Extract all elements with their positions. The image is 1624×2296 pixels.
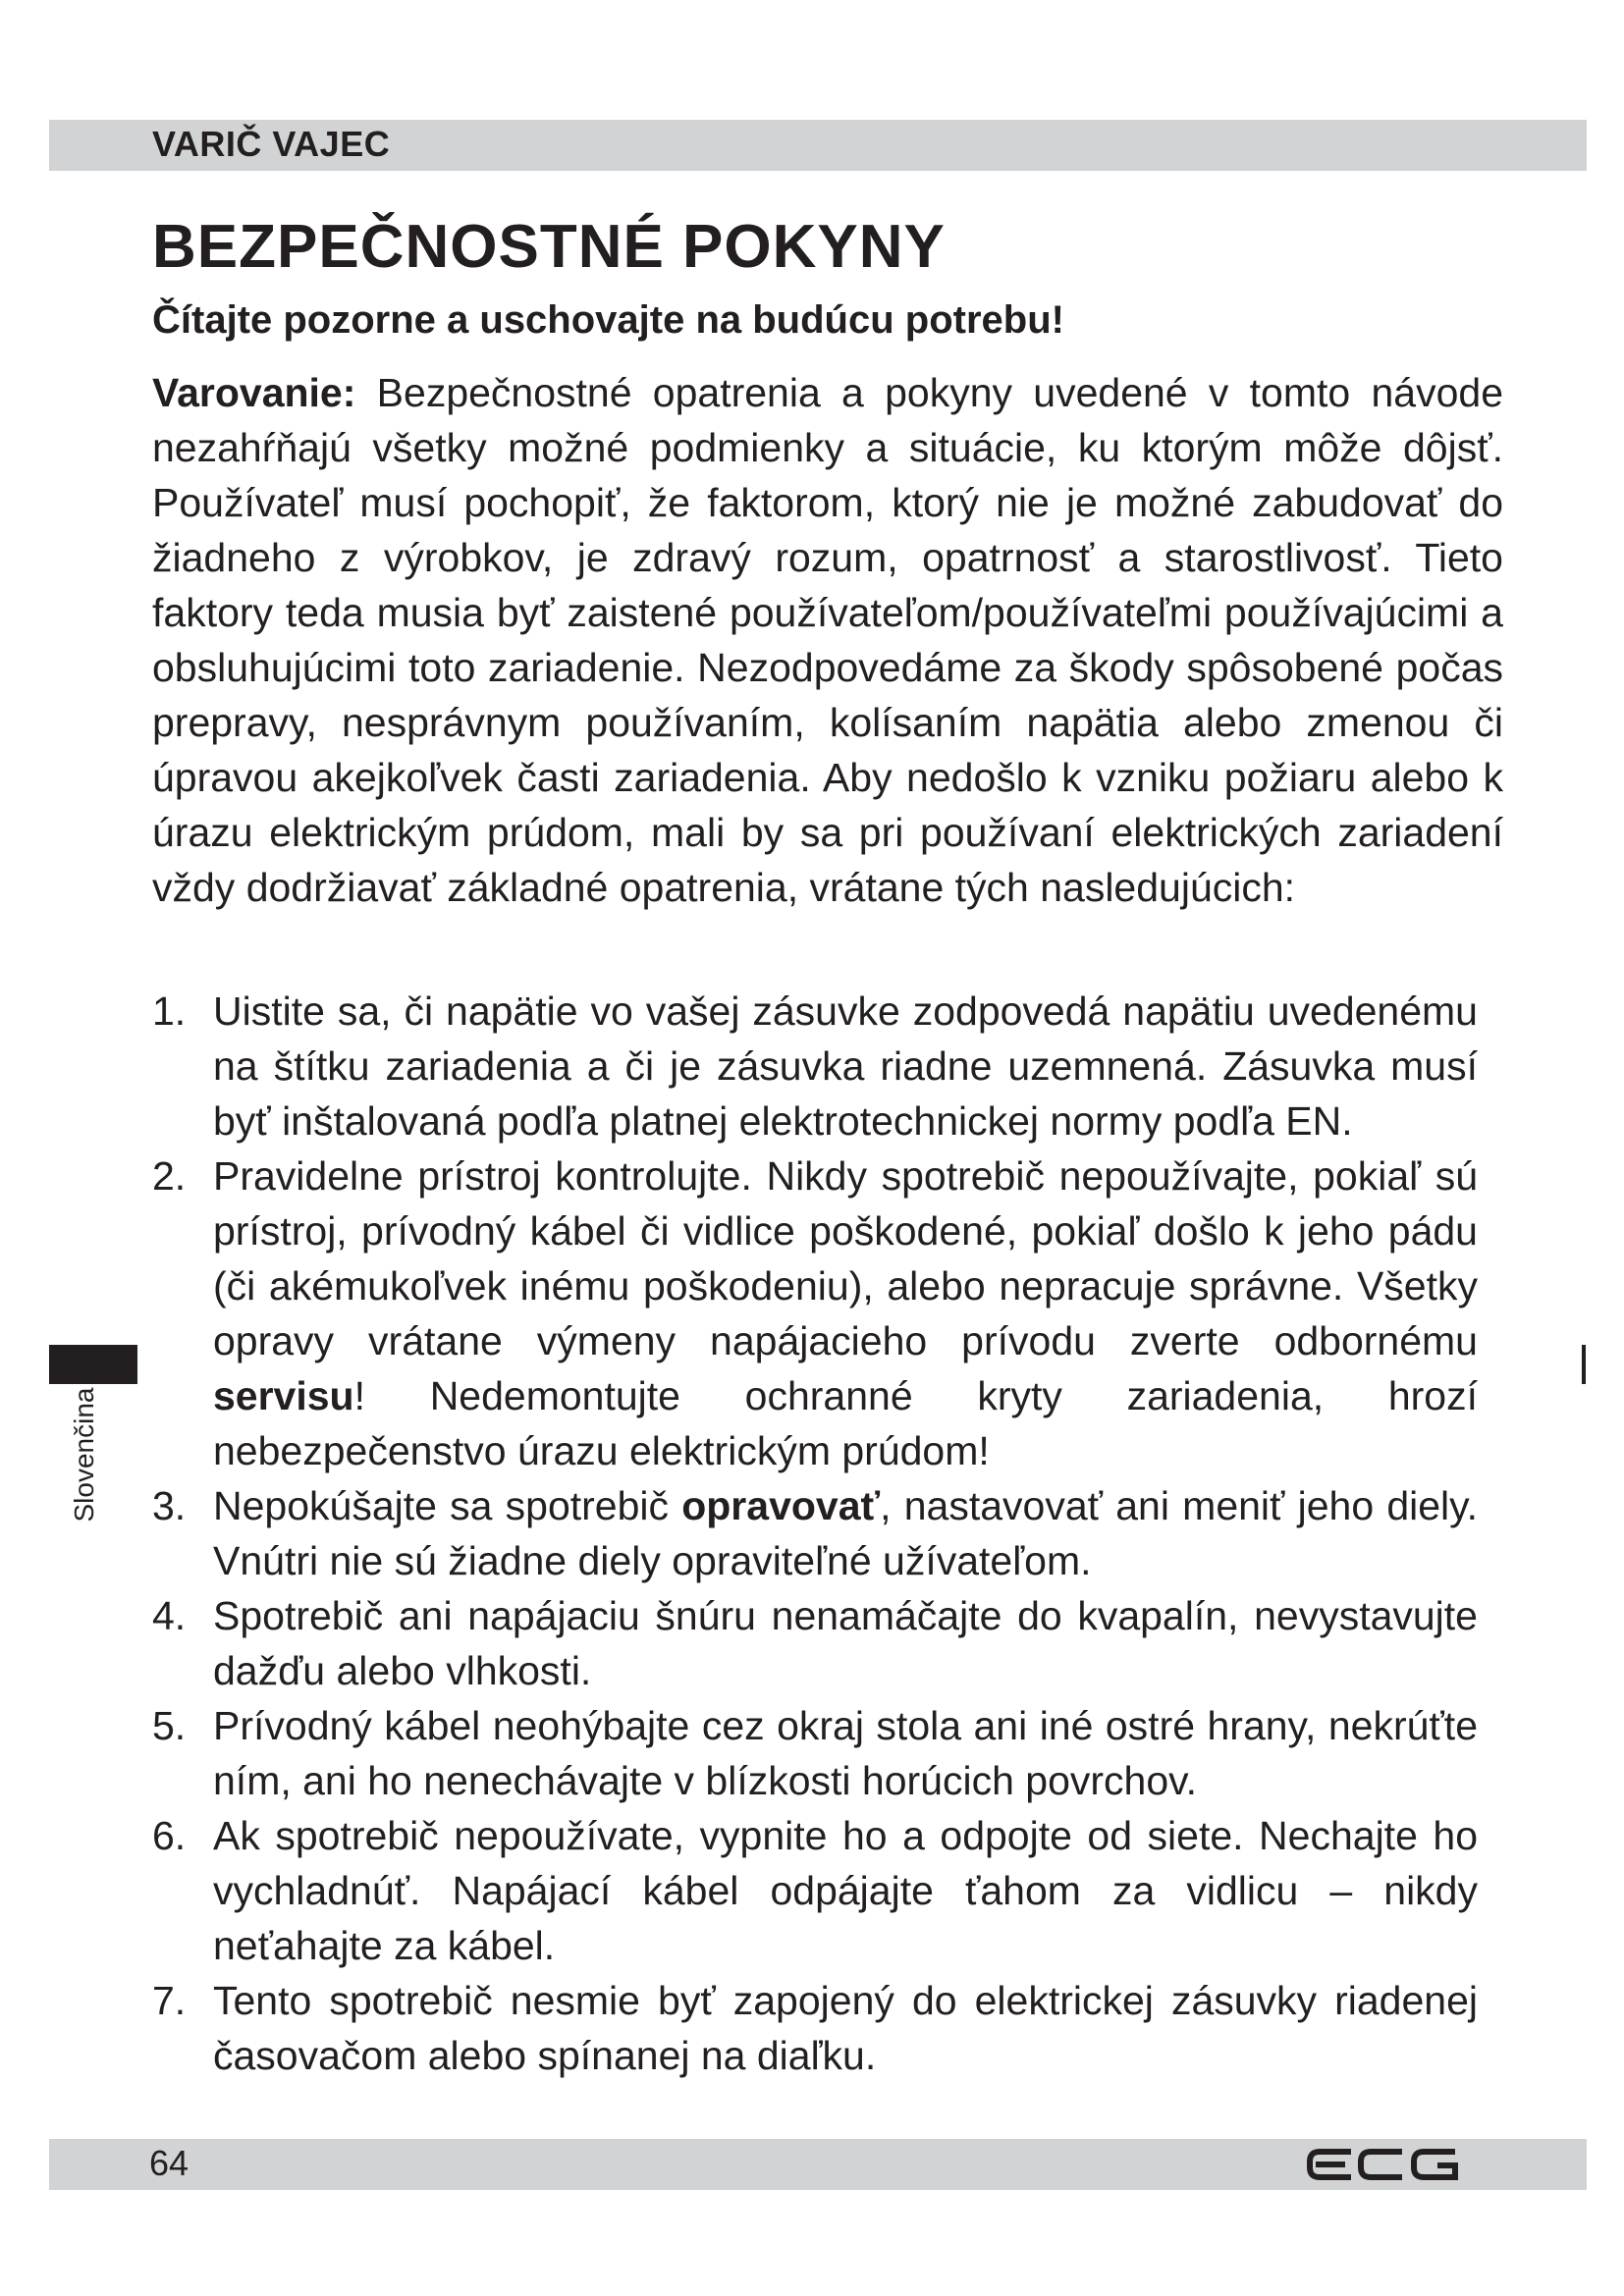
safety-rule-4 <box>152 1588 1478 1698</box>
rule-text: Tento spotrebič nesmie byť zapojený do elektrickej zásuvky riadenej časovačom alebo spínanej na diaľku. <box>213 1978 1478 2078</box>
warning-paragraph <box>152 365 1503 915</box>
margin-mark <box>1582 1345 1586 1384</box>
ecg-logo <box>1306 2146 1465 2183</box>
subtitle: Čítajte pozorne a uschovajte na budúcu potrebu! <box>152 298 1064 342</box>
warning-text: Bezpečnostné opatrenia a pokyny uvedené v tomto návode nezahŕňajú všetky možné podmienky a situácie, ku ktorým môže dôjsť. Používateľ musí pochopiť, že faktorom, ktorý nie je možné zabudovať do žiadneho z výrobkov, je zdravý rozum, opatrnosť a starostlivosť. Tieto faktory teda musia byť zaistené používateľom/používateľmi používajúcimi a obsluhujúcimi toto zariadenie. Nezodpovedáme za škody spôsobené počas prepravy, nesprávnym používaním, kolísaním napätia alebo zmenou či úpravou akejkoľvek časti zariadenia. Aby nedošlo k vzniku požiaru alebo k úrazu elektrickým prúdom, mali by sa pri používaní elektrických zariadení vždy dodržiavať základné opatrenia, vrátane tých nasledujúcich: <box>152 370 1503 910</box>
rule-text: Pravidelne prístroj kontrolujte. Nikdy spotrebič nepoužívajte, pokiaľ sú prístroj, prívodný kábel či vidlice poškodené, pokiaľ došlo k jeho pádu (či akémukoľvek inému poškodeniu), alebo nepracuje správne. Všetky opravy vrátane výmeny napájacieho prívodu zverte odbornému <box>213 1153 1478 1363</box>
rule-text: Nepokúšajte sa spotrebič <box>213 1483 682 1528</box>
warning-label: Varovanie: <box>152 370 356 415</box>
language-tab-marker <box>49 1345 137 1384</box>
rule-text: Ak spotrebič nepoužívate, vypnite ho a odpojte od siete. Nechajte ho vychladnúť. Napájací kábel odpájajte ťahom za vidlicu – nikdy neťahajte za kábel. <box>213 1813 1478 1968</box>
rule-text: Spotrebič ani napájaciu šnúru nenamáčajte do kvapalín, nevystavujte dažďu alebo vlhkosti. <box>213 1593 1478 1693</box>
safety-rule-3 <box>152 1478 1478 1588</box>
rule-text: Prívodný kábel neohýbajte cez okraj stola ani iné ostré hrany, nekrúťte ním, ani ho nenechávajte v blízkosti horúcich povrchov. <box>213 1703 1478 1803</box>
rule-number: 3. <box>152 1483 187 1528</box>
safety-rules-list <box>152 984 1478 2083</box>
language-label: Slovenčina <box>69 1387 99 1522</box>
safety-rule-5 <box>152 1698 1478 1808</box>
rule-text-end: ! Nedemontujte ochranné kryty zariadenia, hrozí nebezpečenstvo úrazu elektrickým prúdom! <box>213 1373 1478 1473</box>
rule-text: Uistite sa, či napätie vo vašej zásuvke zodpovedá napätiu uvedenému na štítku zariadenia a či je zásuvka riadne uzemnená. Zásuvka musí byť inštalovaná podľa platnej elektrotechnickej normy podľa EN. <box>213 988 1478 1144</box>
rule-number: 1. <box>152 988 187 1034</box>
rule-number: 6. <box>152 1813 187 1858</box>
rule-text-end: , nastavovať ani meniť jeho diely. Vnútri nie sú žiadne diely opraviteľné užívateľom. <box>213 1483 1479 1583</box>
rule-emphasis: servisu <box>213 1373 354 1418</box>
page-title: BEZPEČNOSTNÉ POKYNY <box>152 213 946 281</box>
section-label: VARIČ VAJEC <box>152 124 391 164</box>
rule-emphasis: opravovať <box>681 1483 881 1528</box>
page-number: 64 <box>149 2143 189 2183</box>
safety-rule-2 <box>152 1148 1478 1478</box>
rule-number: 2. <box>152 1153 187 1199</box>
rule-number: 7. <box>152 1978 187 2023</box>
safety-rule-1 <box>152 984 1478 1148</box>
safety-rule-6 <box>152 1808 1478 1973</box>
rule-number: 5. <box>152 1703 187 1748</box>
rule-number: 4. <box>152 1593 187 1638</box>
safety-rule-7 <box>152 1973 1478 2083</box>
